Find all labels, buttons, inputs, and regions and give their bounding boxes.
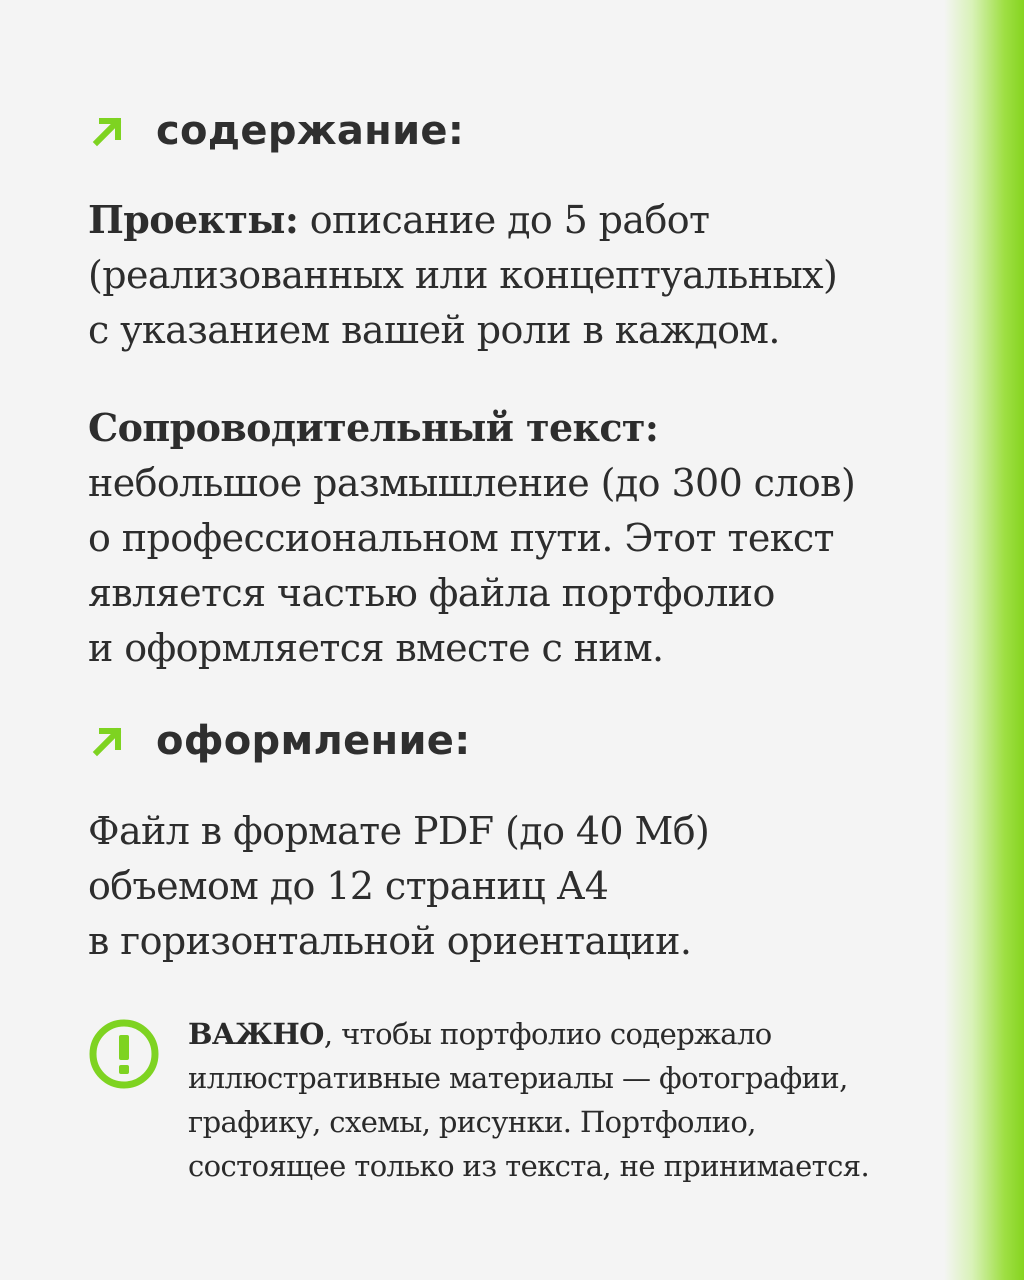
projects-line3: с указанием вашей роли в каждом. (88, 308, 780, 352)
format-line3: в горизонтальной ориентации. (88, 919, 692, 963)
projects-label: Проекты: (88, 197, 299, 242)
note-label: ВАЖНО (188, 1017, 324, 1051)
content-heading-text: содержание: (156, 108, 465, 154)
cover-text-label: Сопроводительный текст: (88, 405, 659, 450)
arrow-up-right-icon (88, 721, 128, 761)
arrow-up-right-icon (88, 111, 128, 151)
cover-text-paragraph (88, 400, 968, 676)
note-text (188, 1012, 869, 1188)
cover-text-line2: небольшое размышление (до 300 слов) (88, 461, 856, 505)
projects-line1: описание до 5 работ (298, 198, 710, 242)
projects-paragraph (88, 192, 968, 358)
format-line2: объемом до 12 страниц А4 (88, 864, 609, 908)
note-line4: состоящее только из текста, не принимается. (188, 1149, 870, 1183)
cover-text-line4: является частью файла портфолио (88, 571, 775, 615)
cover-text-line3: о профессиональном пути. Этот текст (88, 516, 834, 560)
projects-line2: (реализованных или концептуальных) (88, 253, 838, 297)
note-line2: иллюстративные материалы — фотографии, (188, 1061, 848, 1095)
exclamation-circle-icon (88, 1018, 160, 1090)
format-paragraph (88, 804, 968, 969)
cover-text-line5: и оформляется вместе с ним. (88, 626, 664, 670)
format-heading-text: оформление: (156, 718, 471, 764)
content-heading (88, 108, 464, 154)
note-line3: графику, схемы, рисунки. Портфолио, (188, 1105, 756, 1139)
note-line1: , чтобы портфолио содержало (323, 1017, 772, 1051)
format-line1: Файл в формате PDF (до 40 Мб) (88, 809, 710, 853)
format-heading (88, 718, 471, 764)
